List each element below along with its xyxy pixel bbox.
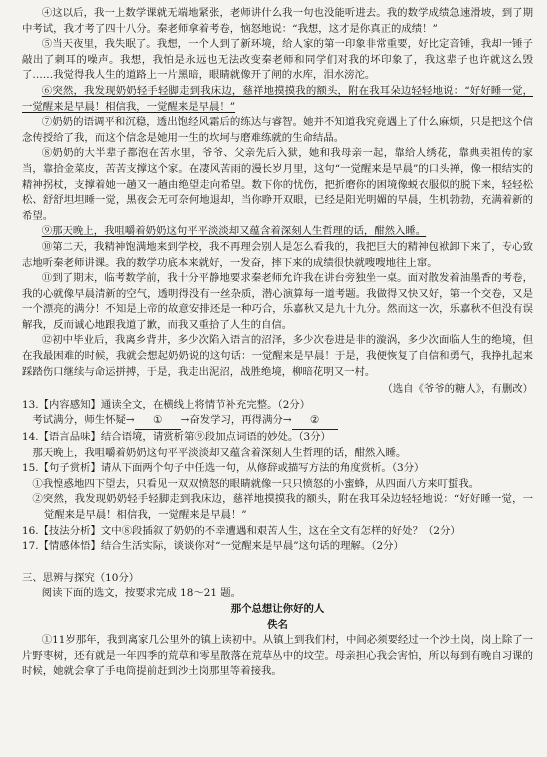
flow-step-b: 奋发学习，再得满分	[189, 414, 283, 427]
arrow-icon: →	[282, 414, 292, 427]
question-15: 15.【句子赏析】请从下面两个句子中任选一句，从修辞或描写方法的角度赏析。（3分）	[22, 462, 425, 475]
source-note: （选自《爷爷的糖人》，有删改）	[382, 383, 533, 396]
question-14: 14.【语言品味】结合语境，请赏析第⑨段加点词语的妙处。（3分）	[22, 431, 331, 444]
article-author: 佚名	[267, 618, 288, 631]
paragraph-5: ⑤当天夜里，我失眠了。我想，一个人到了新环境，给人家的第一印象非常重要，好比定音锤，我却一锤子敲出了刺耳的噪声。我想，我怕是永远也无法改变秦老师和同学们对我的坏印象了，我这辈子也许就这么毁了……我觉得我人生的道路上一片黑暗，眼睛就像开了闸的水库，泪水滂沱。	[22, 38, 533, 82]
answer-blank-1[interactable]: ①	[135, 413, 181, 430]
question-16: 16.【技法分析】文中⑧段插叙了奶奶的不幸遭遇和艰苦人生，这在全文有怎样的好处？（2分）	[22, 524, 461, 537]
article-paragraph-1: ①11岁那年，我到离家几公里外的镇上读初中。从镇上到我们村，中间必须要经过一个沙土岗，岗上除了一片野枣树，还有就是一年四季的荒草和零星散落在荒草丛中的坟茔。母亲担心我会害怕，所以每到有晚自习课的时候，她就会拿了手电筒提前赶到沙土岗那里等着接我。	[22, 634, 533, 678]
article-title: 那个总想让你好的人	[230, 602, 325, 615]
question-17: 17.【情感体悟】结合生活实际，谈谈你对“一觉醒来是早晨”这句话的理解。（2分）	[22, 540, 404, 553]
paragraph-9-underlined: ⑨那天晚上，我咀嚼着奶奶这句平平淡淡却又蕴含着深刻人生哲理的话，酣然入睡。	[41, 225, 427, 238]
question-13: 13.【内容感知】通读全文，在横线上将情节补充完整。（2分）	[22, 398, 311, 411]
paragraph-4: ④这以后，我一上数学课就无端地紧张，老师讲什么我一句也没能听进去。我的数学成绩急速滑坡，到了期中考试，我才考了四十八分。秦老师拿着考卷，恼怒地说：“我想，这才是你真正的成绩！”	[22, 7, 533, 35]
arrow-icon: →	[180, 414, 190, 427]
paragraph-11: ⑪到了期末，临考数学前，我十分平静地要求秦老师允许我在讲台旁独坐一桌。面对散发着油墨香的考卷，我的心就像早晨清新的空气，透明得没有一丝杂质，潜心演算每一道考题。我做得又快又好，第一个交卷，又是一个漂亮的满分！不知是上帝的故意安排还是一种巧合，乐嘉秋又是九十九分。然而这一次，乐嘉秋不但没有误解我，反而诚心地跟我道了歉，而我又重拾了人生的自信。	[22, 272, 533, 331]
question-15-option-2: ②突然，我发现奶奶轻手轻脚走到我床边，慈祥地摸摸我的额头，附在我耳朵边轻轻地说：“好好睡一觉，一觉醒来是早晨！相信我，一觉醒来是早晨！”	[32, 493, 533, 521]
question-13-flow	[22, 413, 533, 430]
answer-blank-2[interactable]: ②	[292, 413, 338, 430]
question-15-option-1: ①我惶惑地四下望去，只看见一双双愤怒的眼睛就像一只只愤怒的小蜜蜂，从四面八方来叮蜇我。	[32, 477, 480, 490]
flow-step-a: 考试满分，师生怀疑	[32, 414, 126, 427]
section-3-heading: 三、思辨与探究（10分）	[22, 571, 140, 584]
section-3-instruction: 阅读下面的选文，按要求完成 18～21 题。	[41, 587, 242, 600]
paragraph-10: ⑩第二天，我精神饱满地来到学校，我不再理会别人是怎么看我的，我把巨大的精神包袱卸下来了，专心致志地听秦老师讲课。我的数学功底本来就好，一发奋，摔下来的成绩很快就嗖嗖地往上窜。	[22, 240, 533, 269]
arrow-icon: →	[125, 414, 135, 427]
question-14-quote: 那天晚上，我咀嚼着奶奶这句平平淡淡却又蕴含着深刻人生哲理的话，酣然入睡。	[32, 446, 407, 459]
paragraph-6-underlined: ⑥突然，我发现奶奶轻手轻脚走到我床边，慈祥地摸摸我的额头，附在我耳朵边轻轻地说：“好好睡一觉，一觉醒来是早晨！相信我，一觉醒来是早晨！”	[22, 84, 533, 113]
paragraph-12: ⑫初中毕业后，我离乡背井，多少次陷入语言的沼泽，多少次卷进是非的漩涡，多少次面临人生的绝境，但在我最困难的时候，我就会想起奶奶说的这句话：一觉醒来是早晨！于是，我便恢复了自信和勇气，我挣扎起来踩踏伤口继续与命运拼搏，于是，我走出泥沼，战胜绝境，柳暗花明又一村。	[22, 334, 533, 378]
paragraph-8: ⑧奶奶的大半辈子都泡在苦水里，爷爷、父亲先后入狱，她和我母亲一起，靠给人绣花，靠典卖祖传的家当，靠拾金菜皮，苦苦支撑这个家。在凄风苦雨的漫长岁月里，这句“一觉醒来是早晨”的口头禅，像一根结实的精神拐杖，支撑着她一趟又一趟由绝望走向希望。数下你的忧伤，把折磨你的困境像蜕衣服似的脱下来，轻轻松松、舒舒坦坦睡一觉，黑夜会无可奈何地退却，当你睁开双眼，已经是阳光明媚的早晨，生机勃勃，充满着新的希望。	[22, 147, 533, 222]
paragraph-7: ⑦奶奶的语调平和沉稳，透出饱经风霜后的练达与睿智。她并不知道我究竟遇上了什么麻烦，只是把这个信念传授给了我，而这个信念是她用一生的坎坷与磨难练就的生命结晶。	[22, 116, 533, 144]
